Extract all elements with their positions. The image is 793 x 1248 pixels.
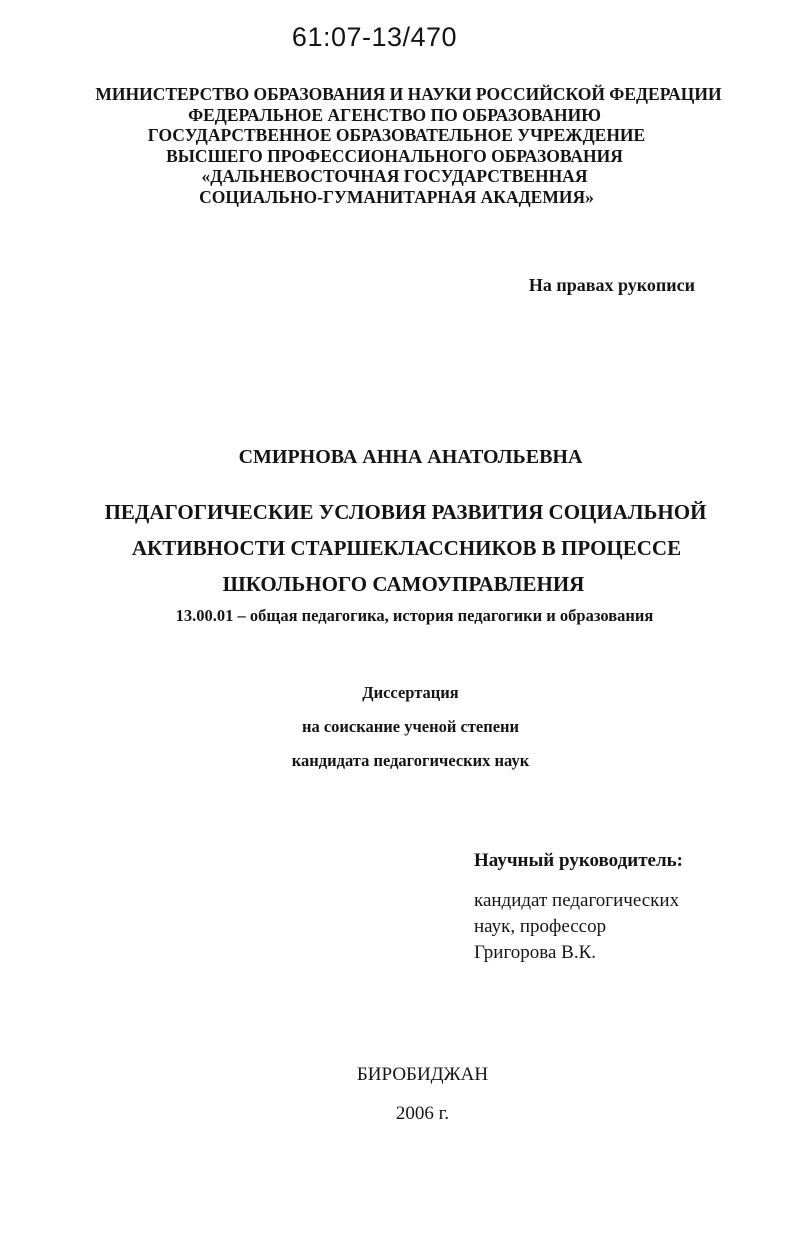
title-line: ШКОЛЬНОГО САМОУПРАВЛЕНИЯ — [222, 572, 585, 596]
header-line: ФЕДЕРАЛЬНОЕ АГЕНСТВО ПО ОБРАЗОВАНИЮ — [188, 104, 601, 125]
supervisor-line: кандидат педагогических — [474, 890, 680, 911]
supervisor-line: наук, профессор — [474, 916, 607, 937]
supervisor-heading: Научный руководитель: — [474, 850, 683, 871]
institution-header — [0, 84, 793, 207]
degree-line: кандидата педагогических наук — [291, 751, 530, 770]
supervisor-block — [474, 850, 774, 966]
title-line: АКТИВНОСТИ СТАРШЕКЛАССНИКОВ В ПРОЦЕССЕ — [131, 536, 682, 560]
degree-line: на соискание ученой степени — [301, 717, 520, 736]
city: БИРОБИДЖАН — [356, 1064, 489, 1085]
header-line: «ДАЛЬНЕВОСТОЧНАЯ ГОСУДАРСТВЕННАЯ — [201, 166, 588, 186]
header-line: СОЦИАЛЬНО-ГУМАНИТАРНАЯ АКАДЕМИЯ» — [199, 186, 594, 207]
year: 2006 г. — [395, 1103, 450, 1124]
header-line: ВЫСШЕГО ПРОФЕССИОНАЛЬНОГО ОБРАЗОВАНИЯ — [166, 145, 623, 166]
author-name: СМИРНОВА АННА АНАТОЛЬЕВНА — [238, 446, 583, 468]
catalog-stamp: 61:07-13/470 — [291, 22, 458, 52]
supervisor-info — [474, 888, 774, 966]
header-line: МИНИСТЕРСТВО ОБРАЗОВАНИЯ И НАУКИ РОССИЙСКОЙ ФЕДЕРАЦИИ — [95, 84, 722, 104]
supervisor-line: Григорова В.К. — [474, 942, 597, 963]
specialty-code: 13.00.01 – общая педагогика, история педагогики и образования — [175, 606, 654, 625]
dissertation-title — [0, 494, 793, 602]
header-line: ГОСУДАРСТВЕННОЕ ОБРАЗОВАТЕЛЬНОЕ УЧРЕЖДЕНИЕ — [147, 125, 646, 145]
manuscript-rights-note: На правах рукописи — [528, 275, 695, 295]
degree-line: Диссертация — [362, 683, 459, 702]
degree-statement — [14, 676, 793, 778]
title-line: ПЕДАГОГИЧЕСКИЕ УСЛОВИЯ РАЗВИТИЯ СОЦИАЛЬНОЙ — [104, 500, 707, 524]
